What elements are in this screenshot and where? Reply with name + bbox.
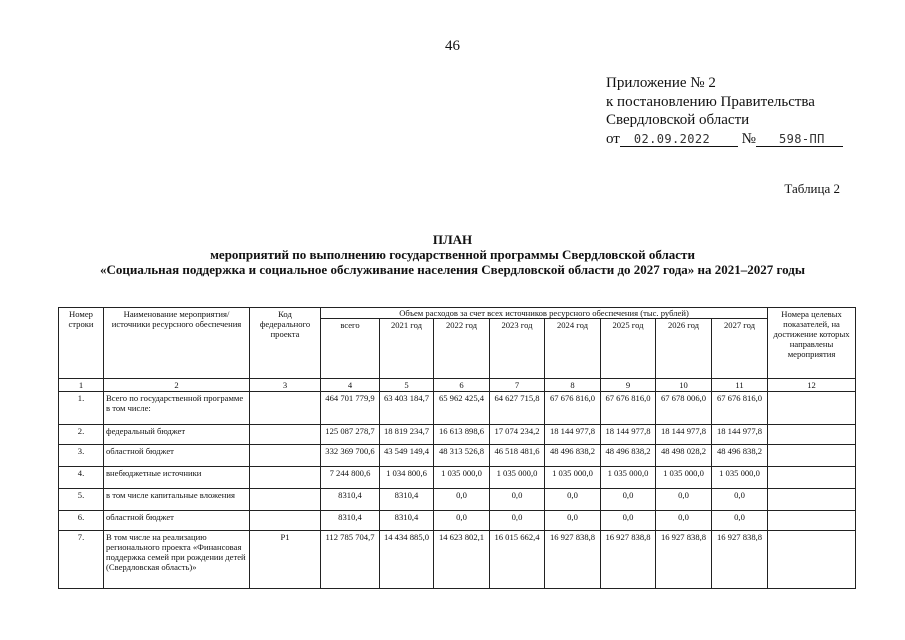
column-number: 2 xyxy=(104,379,250,392)
table-row xyxy=(59,425,856,445)
row-total: 8310,4 xyxy=(321,511,380,531)
row-value-2023: 46 518 481,6 xyxy=(490,445,545,467)
row-value-2022: 65 962 425,4 xyxy=(434,392,490,425)
row-name: областной бюджет xyxy=(104,511,250,531)
row-name: В том числе на реализацию регионального проекта «Финансовая поддержка семей при рождении детей (Свердловская область)» xyxy=(104,531,250,589)
page-number: 46 xyxy=(445,38,460,54)
row-value-2024: 0,0 xyxy=(545,489,601,511)
row-value-2022: 48 313 526,8 xyxy=(434,445,490,467)
appendix-block xyxy=(606,74,843,148)
row-value-2024: 48 496 838,2 xyxy=(545,445,601,467)
row-value-2023: 17 074 234,2 xyxy=(490,425,545,445)
header-spending-group: Объем расходов за счет всех источников ресурсного обеспечения (тыс. рублей) xyxy=(321,308,768,319)
column-number: 11 xyxy=(712,379,768,392)
row-value-2027: 0,0 xyxy=(712,511,768,531)
header-year-2026: 2026 год xyxy=(656,319,712,379)
row-value-2025: 16 927 838,8 xyxy=(601,531,656,589)
row-name: Всего по государственной программе в том числе: xyxy=(104,392,250,425)
table-row xyxy=(59,489,856,511)
row-value-2023: 64 627 715,8 xyxy=(490,392,545,425)
header-year-2025: 2025 год xyxy=(601,319,656,379)
table-row xyxy=(59,511,856,531)
row-value-2021: 8310,4 xyxy=(380,489,434,511)
row-value-2022: 0,0 xyxy=(434,511,490,531)
row-targets xyxy=(768,531,856,589)
row-number: 3. xyxy=(59,445,104,467)
row-value-2022: 16 613 898,6 xyxy=(434,425,490,445)
header-year-2027: 2027 год xyxy=(712,319,768,379)
row-value-2025: 0,0 xyxy=(601,511,656,531)
header-total: всего xyxy=(321,319,380,379)
row-value-2024: 0,0 xyxy=(545,511,601,531)
row-number: 6. xyxy=(59,511,104,531)
row-number: 2. xyxy=(59,425,104,445)
plan-program-name: «Социальная поддержка и социальное обслуживание населения Свердловской области до 2027 года» на 2021–2027 годы xyxy=(100,262,805,277)
row-name: внебюджетные источники xyxy=(104,467,250,489)
table-label: Таблица 2 xyxy=(784,181,840,196)
row-value-2024: 18 144 977,8 xyxy=(545,425,601,445)
appendix-title: Приложение № 2 xyxy=(606,75,716,91)
plan-title: ПЛАН xyxy=(432,232,473,247)
row-code: Р1 xyxy=(250,531,321,589)
row-name: областной бюджет xyxy=(104,445,250,467)
appendix-resolution: к постановлению Правительства xyxy=(606,93,815,110)
row-value-2022: 0,0 xyxy=(434,489,490,511)
column-number: 10 xyxy=(656,379,712,392)
row-value-2022: 1 035 000,0 xyxy=(434,467,490,489)
row-total: 464 701 779,9 xyxy=(321,392,380,425)
row-value-2022: 14 623 802,1 xyxy=(434,531,490,589)
column-number: 1 xyxy=(59,379,104,392)
plan-subtitle: мероприятий по выполнению государственной программы Свердловской области xyxy=(210,247,695,262)
row-value-2027: 67 676 816,0 xyxy=(712,392,768,425)
row-name: федеральный бюджет xyxy=(104,425,250,445)
row-value-2026: 0,0 xyxy=(656,511,712,531)
row-targets xyxy=(768,467,856,489)
column-number: 7 xyxy=(490,379,545,392)
header-year-2024: 2024 год xyxy=(545,319,601,379)
row-code xyxy=(250,445,321,467)
header-year-2021: 2021 год xyxy=(380,319,434,379)
row-value-2024: 16 927 838,8 xyxy=(545,531,601,589)
row-value-2027: 18 144 977,8 xyxy=(712,425,768,445)
row-value-2025: 67 676 816,0 xyxy=(601,392,656,425)
row-targets xyxy=(768,445,856,467)
row-total: 125 087 278,7 xyxy=(321,425,380,445)
header-row-number: Номер строки xyxy=(59,308,104,379)
row-total: 7 244 800,6 xyxy=(321,467,380,489)
row-targets xyxy=(768,425,856,445)
row-value-2021: 18 819 234,7 xyxy=(380,425,434,445)
number-prefix: № xyxy=(741,130,756,147)
row-number: 5. xyxy=(59,489,104,511)
row-value-2026: 67 678 006,0 xyxy=(656,392,712,425)
row-value-2027: 16 927 838,8 xyxy=(712,531,768,589)
row-value-2026: 16 927 838,8 xyxy=(656,531,712,589)
appendix-date-line xyxy=(606,130,843,149)
row-targets xyxy=(768,392,856,425)
row-value-2021: 63 403 184,7 xyxy=(380,392,434,425)
row-total: 332 369 700,6 xyxy=(321,445,380,467)
row-value-2026: 0,0 xyxy=(656,489,712,511)
row-value-2026: 1 035 000,0 xyxy=(656,467,712,489)
column-number: 3 xyxy=(250,379,321,392)
header-year-2022: 2022 год xyxy=(434,319,490,379)
row-value-2021: 43 549 149,4 xyxy=(380,445,434,467)
resolution-date: 02.09.2022 xyxy=(620,132,738,147)
header-target-indicators: Номера целевых показателей, на достижение которых направлены мероприятия xyxy=(768,308,856,379)
row-total: 8310,4 xyxy=(321,489,380,511)
row-value-2025: 1 035 000,0 xyxy=(601,467,656,489)
row-value-2027: 1 035 000,0 xyxy=(712,467,768,489)
row-value-2024: 67 676 816,0 xyxy=(545,392,601,425)
row-value-2026: 18 144 977,8 xyxy=(656,425,712,445)
row-name: в том числе капитальные вложения xyxy=(104,489,250,511)
column-number: 8 xyxy=(545,379,601,392)
row-number: 7. xyxy=(59,531,104,589)
row-code xyxy=(250,489,321,511)
row-value-2024: 1 035 000,0 xyxy=(545,467,601,489)
appendix-region: Свердловской области xyxy=(606,112,750,128)
row-number: 4. xyxy=(59,467,104,489)
row-value-2025: 0,0 xyxy=(601,489,656,511)
table-row xyxy=(59,467,856,489)
row-value-2023: 0,0 xyxy=(490,511,545,531)
column-number: 12 xyxy=(768,379,856,392)
row-code xyxy=(250,467,321,489)
row-value-2023: 0,0 xyxy=(490,489,545,511)
resolution-number: 598-ПП xyxy=(756,132,843,147)
row-value-2026: 48 498 028,2 xyxy=(656,445,712,467)
header-year-2023: 2023 год xyxy=(490,319,545,379)
row-value-2023: 16 015 662,4 xyxy=(490,531,545,589)
row-code xyxy=(250,392,321,425)
table-row xyxy=(59,531,856,589)
column-number: 6 xyxy=(434,379,490,392)
column-number: 4 xyxy=(321,379,380,392)
row-value-2021: 8310,4 xyxy=(380,511,434,531)
row-targets xyxy=(768,511,856,531)
column-number-row xyxy=(59,379,856,392)
date-prefix: от xyxy=(606,130,620,147)
row-total: 112 785 704,7 xyxy=(321,531,380,589)
row-value-2021: 1 034 800,6 xyxy=(380,467,434,489)
row-value-2023: 1 035 000,0 xyxy=(490,467,545,489)
header-name: Наименование мероприятия/ источники ресурсного обеспечения xyxy=(104,308,250,379)
column-number: 5 xyxy=(380,379,434,392)
row-value-2025: 18 144 977,8 xyxy=(601,425,656,445)
header-federal-code: Код федерального проекта xyxy=(250,308,321,379)
table-row xyxy=(59,392,856,425)
table-row xyxy=(59,445,856,467)
row-value-2027: 0,0 xyxy=(712,489,768,511)
row-value-2025: 48 496 838,2 xyxy=(601,445,656,467)
column-number: 9 xyxy=(601,379,656,392)
row-value-2021: 14 434 885,0 xyxy=(380,531,434,589)
plan-table xyxy=(58,307,856,589)
row-value-2027: 48 496 838,2 xyxy=(712,445,768,467)
row-code xyxy=(250,511,321,531)
row-code xyxy=(250,425,321,445)
row-targets xyxy=(768,489,856,511)
row-number: 1. xyxy=(59,392,104,425)
